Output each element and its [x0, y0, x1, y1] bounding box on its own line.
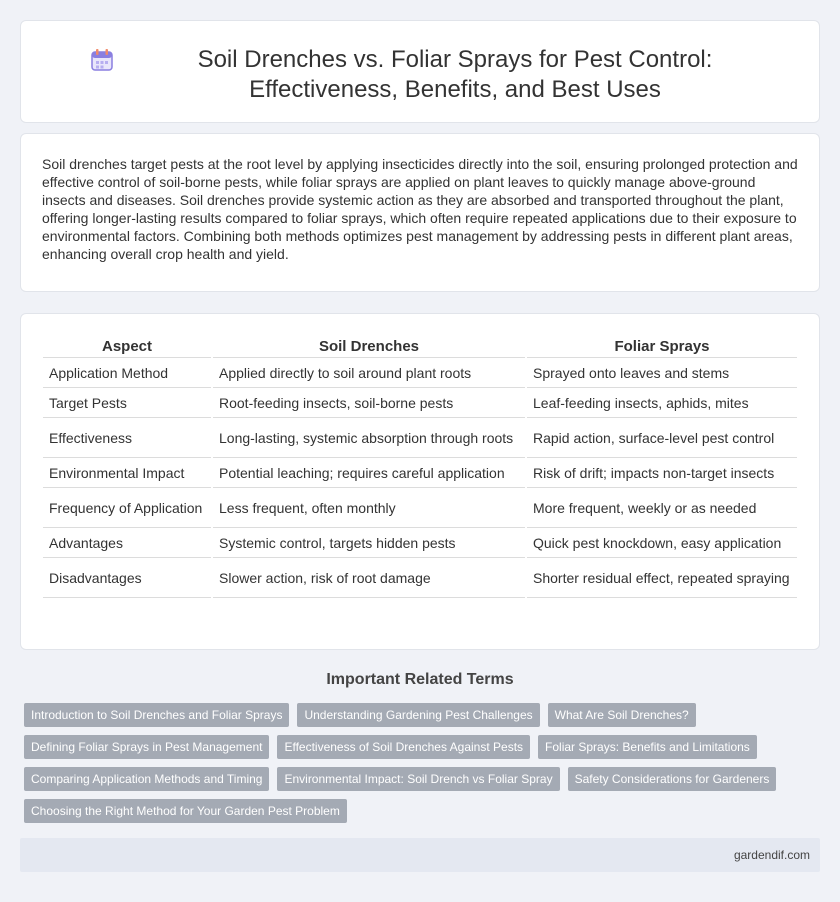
related-term-tag[interactable]: Defining Foliar Sprays in Pest Management: [24, 735, 269, 759]
cell-aspect: Environmental Impact: [43, 458, 211, 488]
cell-aspect: Advantages: [43, 528, 211, 558]
cell-aspect: Disadvantages: [43, 558, 211, 598]
related-term-tag[interactable]: Comparing Application Methods and Timing: [24, 767, 269, 791]
related-terms-list: [24, 703, 804, 823]
comparison-table: [41, 334, 799, 598]
table-header-row: [43, 334, 797, 358]
cell-foliar: Quick pest knockdown, easy application: [527, 528, 797, 558]
cell-aspect: Target Pests: [43, 388, 211, 418]
footer-site-link[interactable]: gardendif.com: [733, 848, 810, 862]
cell-soil: Less frequent, often monthly: [213, 488, 525, 528]
table-row: [43, 388, 797, 418]
header-aspect: Aspect: [43, 334, 211, 358]
page-title: Soil Drenches vs. Foliar Sprays for Pest Control: Effectiveness, Benefits, and Best Uses: [197, 46, 713, 103]
related-term-tag[interactable]: What Are Soil Drenches?: [548, 703, 696, 727]
comparison-table-card: [20, 313, 820, 650]
cell-soil: Potential leaching; requires careful application: [213, 458, 525, 488]
cell-aspect: Application Method: [43, 358, 211, 388]
intro-paragraph: Soil drenches target pests at the root level by applying insecticides directly into the soil, ensuring prolonged protection and effective control of soil-borne pests, while foliar sprays are applied on plant leaves to quickly manage above-ground insects and diseases. Soil drenches provide systemic action as they are absorbed and transported throughout the plant, offering longer-lasting results compared to foliar sprays, which often require repeated applications due to their exposure to environmental factors. Combining both methods optimizes pest management by addressing pests in different plant areas, enhancing overall crop health and yield.: [42, 156, 798, 262]
related-term-tag[interactable]: Safety Considerations for Gardeners: [568, 767, 777, 791]
related-term-tag[interactable]: Choosing the Right Method for Your Garden Pest Problem: [24, 799, 347, 823]
table-row: [43, 528, 797, 558]
cell-soil: Systemic control, targets hidden pests: [213, 528, 525, 558]
table-row: [43, 558, 797, 598]
cell-foliar: Rapid action, surface-level pest control: [527, 418, 797, 458]
cell-foliar: Sprayed onto leaves and stems: [527, 358, 797, 388]
cell-aspect: Frequency of Application: [43, 488, 211, 528]
table-row: [43, 418, 797, 458]
related-term-tag[interactable]: Foliar Sprays: Benefits and Limitations: [538, 735, 757, 759]
related-term-tag[interactable]: Introduction to Soil Drenches and Foliar Sprays: [24, 703, 289, 727]
cell-foliar: Risk of drift; impacts non-target insects: [527, 458, 797, 488]
header-soil-drenches: Soil Drenches: [213, 334, 525, 358]
table-row: [43, 458, 797, 488]
cell-foliar: More frequent, weekly or as needed: [527, 488, 797, 528]
cell-soil: Slower action, risk of root damage: [213, 558, 525, 598]
cell-foliar: Leaf-feeding insects, aphids, mites: [527, 388, 797, 418]
footer: [20, 838, 820, 872]
cell-soil: Applied directly to soil around plant roots: [213, 358, 525, 388]
related-term-tag[interactable]: Environmental Impact: Soil Drench vs Foliar Spray: [277, 767, 559, 791]
related-terms-title: Important Related Terms: [326, 671, 514, 688]
table-row: [43, 358, 797, 388]
cell-soil: Root-feeding insects, soil-borne pests: [213, 388, 525, 418]
cell-aspect: Effectiveness: [43, 418, 211, 458]
header-card: [20, 20, 820, 123]
header-foliar-sprays: Foliar Sprays: [527, 334, 797, 358]
related-term-tag[interactable]: Effectiveness of Soil Drenches Against Pests: [277, 735, 530, 759]
related-term-tag[interactable]: Understanding Gardening Pest Challenges: [297, 703, 539, 727]
intro-card: [20, 133, 820, 292]
table-row: [43, 488, 797, 528]
cell-foliar: Shorter residual effect, repeated spraying: [527, 558, 797, 598]
cell-soil: Long-lasting, systemic absorption through roots: [213, 418, 525, 458]
